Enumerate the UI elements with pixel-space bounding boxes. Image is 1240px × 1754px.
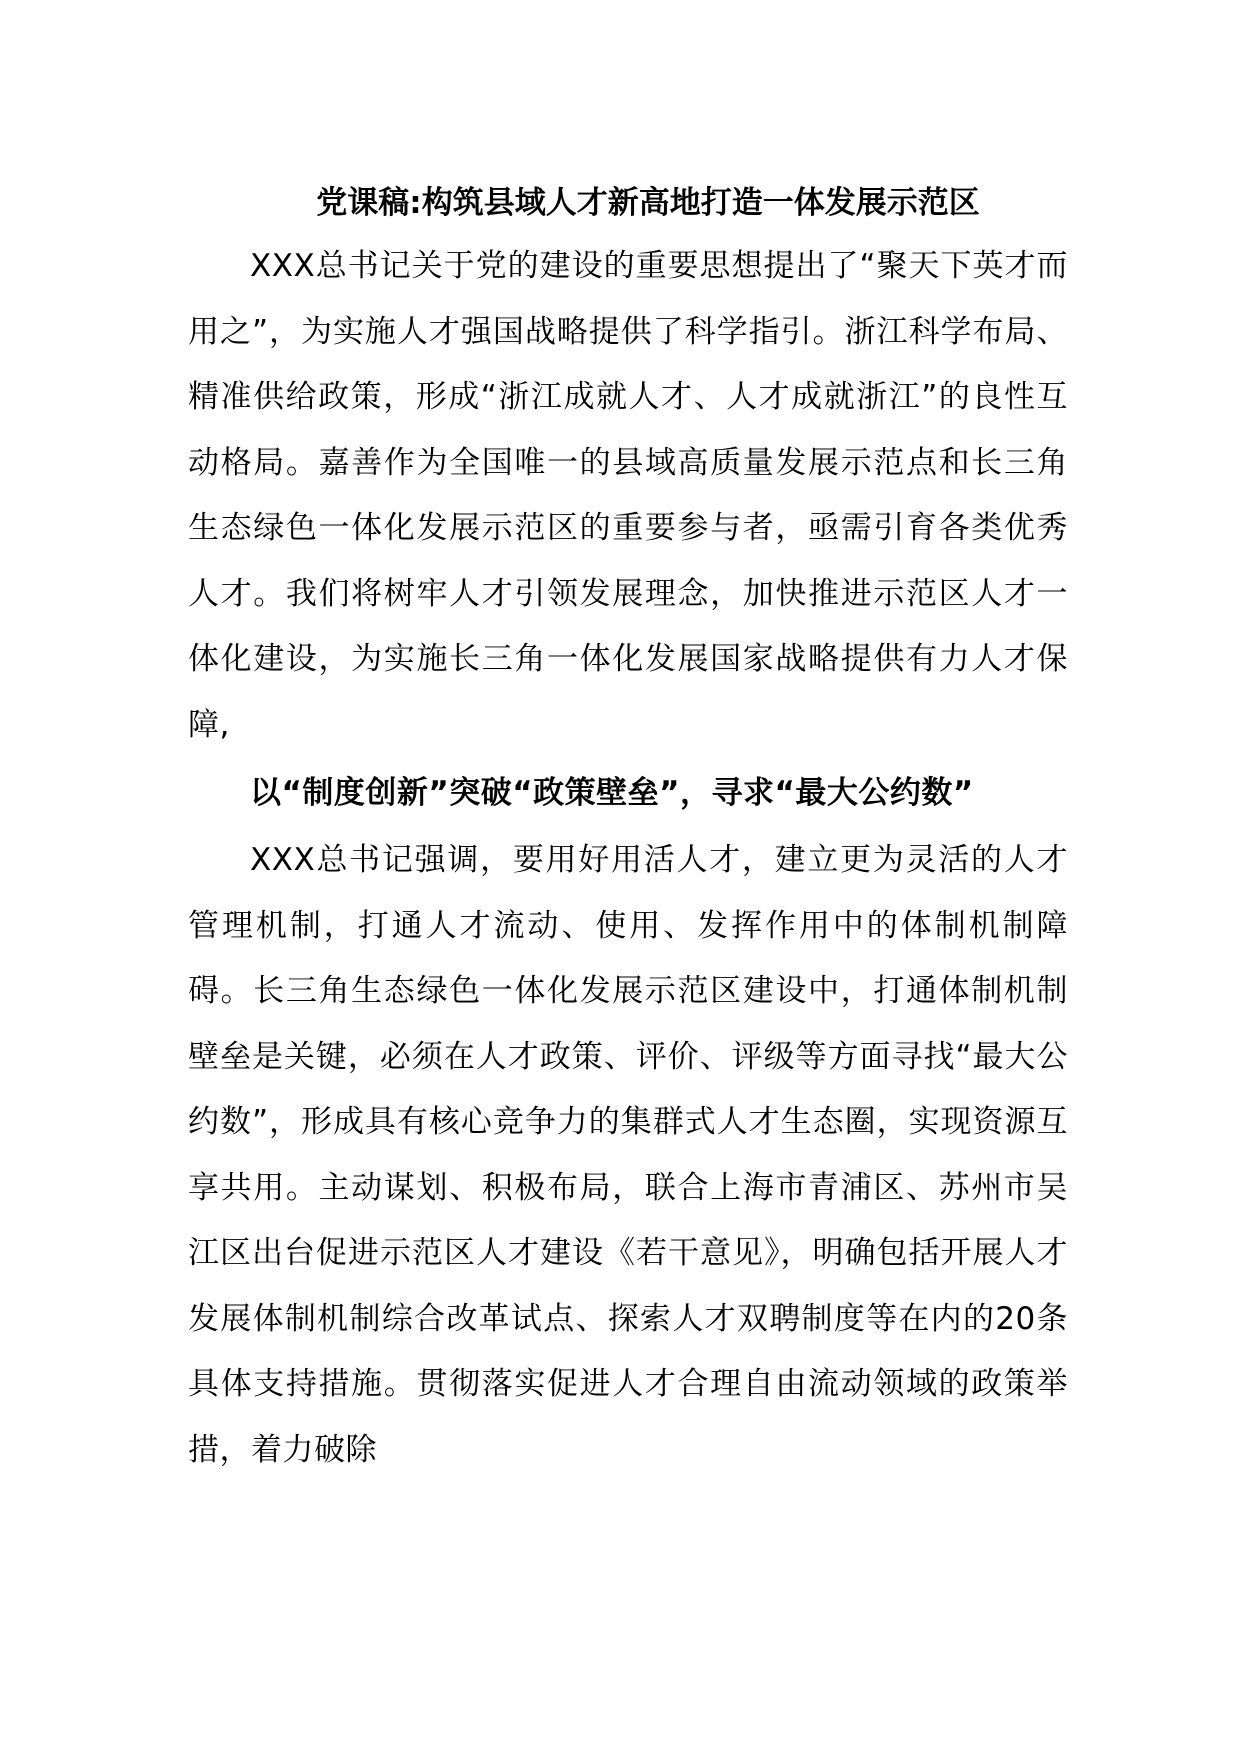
- body-paragraph: XXX总书记关于党的建设的重要思想提出了“聚天下英才而用之”，为实施人才强国战略提供了科学指引。浙江科学布局、精准供给政策，形成“浙江成就人才、人才成就浙江”的良性互动格局。嘉善作为全国唯一的县域高质量发展示范点和长三角生态绿色一体化发展示范区的重要参与者，亟需引育各类优秀人才。我们将树牢人才引领发展理念，加快推进示范区人才一体化建设，为实施长三角一体化发展国家战略提供有力人才保障,: [188, 248, 1068, 743]
- body-paragraph: XXX总书记强调，要用好用活人才，建立更为灵活的人才管理机制，打通人才流动、使用、发挥作用中的体制机制障碍。长三角生态绿色一体化发展示范区建设中，打通体制机制壁垒是关键，必须在人才政策、评价、评级等方面寻找“最大公约数”，形成具有核心竞争力的集群式人才生态圈，实现资源互享共用。主动谋划、积极布局，联合上海市青浦区、苏州市吴江区出台促进示范区人才建设《若干意见》，明确包括开展人才发展体制机制综合改革试点、探索人才双聘制度等在内的20条具体支持措施。贯彻落实促进人才合理自由流动领域的政策举措，着力破除: [188, 842, 1068, 1468]
- document-title: 党课稿:构筑县域人才新高地打造一体发展示范区: [316, 185, 980, 221]
- section-heading: 以“制度创新”突破“政策壁垒”，寻求“最大公约数”: [250, 775, 974, 811]
- document-page: [188, 172, 1068, 1483]
